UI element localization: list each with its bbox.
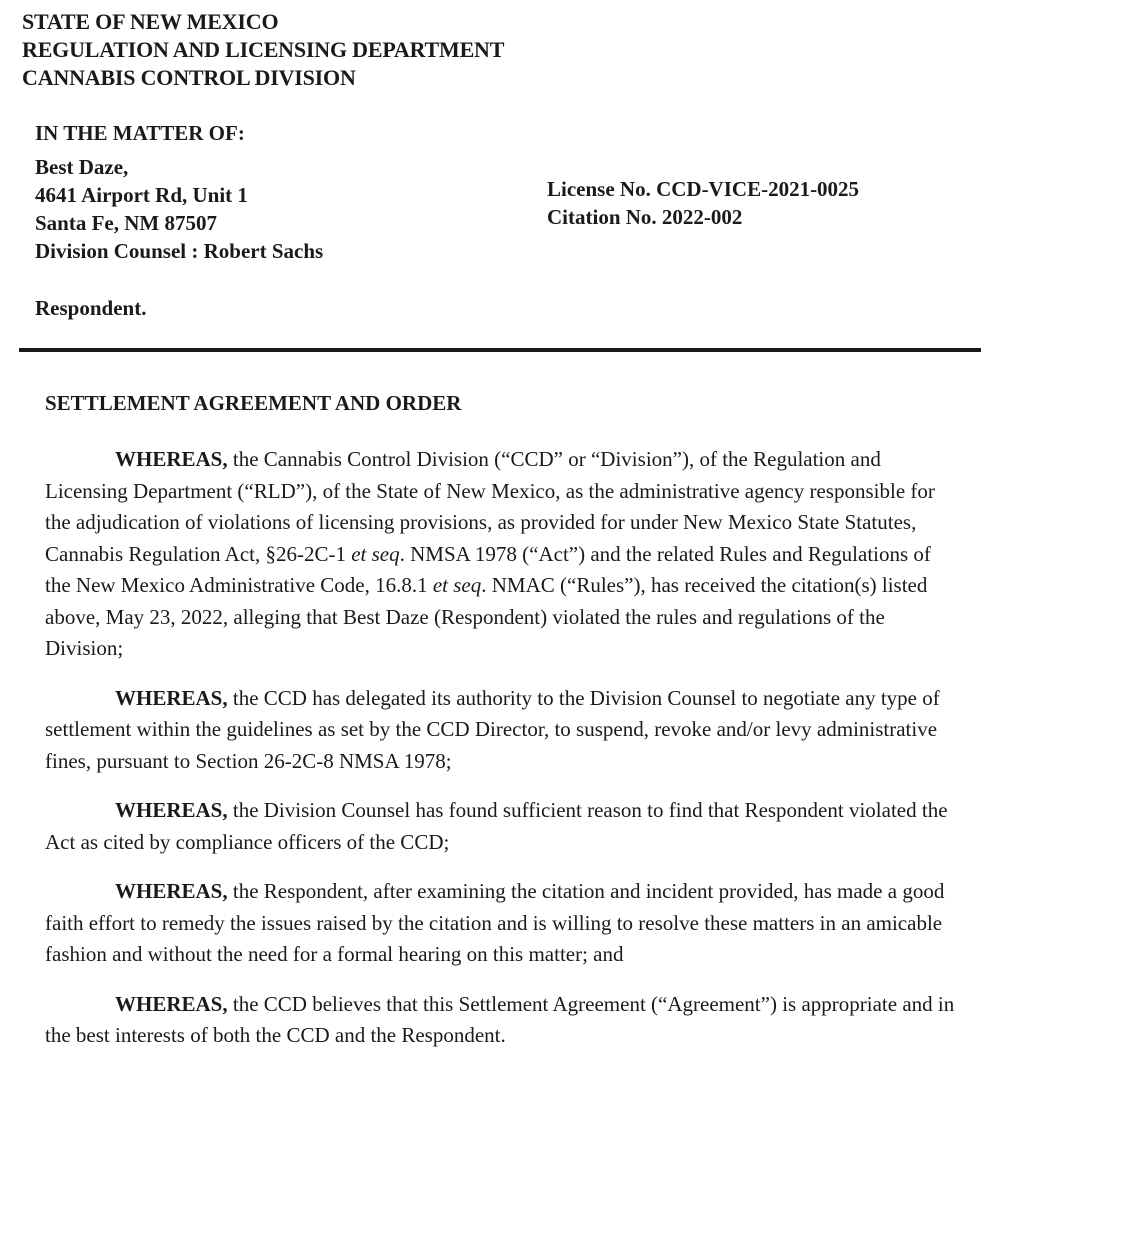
document-body: [45, 444, 960, 1070]
whereas-lead: WHEREAS,: [115, 447, 228, 471]
respondent-address-line2: Santa Fe, NM 87507: [35, 211, 217, 235]
header-department: REGULATION AND LICENSING DEPARTMENT: [22, 37, 505, 62]
citation-number: Citation No. 2022-002: [547, 205, 743, 229]
agency-header: [22, 8, 504, 92]
paragraph-text: the Division Counsel has found sufficient reason to find that Respondent violated the Act as cited by compliance officers of the CCD;: [45, 798, 948, 854]
header-division: CANNABIS CONTROL DIVISION: [22, 65, 356, 90]
header-state: STATE OF NEW MEXICO: [22, 9, 279, 34]
paragraph-text: the Cannabis Control Division (“CCD” or “Division”), of the Regulation and Licensing Department (“RLD”), of the State of New Mexico, as the administrative agency responsible for the adjudication of violations of licensing provisions, as provided for under New Mexico State Statutes, Cannabis Regulation Act, §26-2C-1: [45, 447, 935, 566]
whereas-lead: WHEREAS,: [115, 685, 228, 710]
matter-label: IN THE MATTER OF:: [35, 121, 245, 145]
paragraph-text: . NMSA 1978 (“Act”) and the related Rules and Regulations of the New Mexico Administrative Code, 16.8.1: [45, 541, 931, 597]
whereas-lead: WHEREAS,: [115, 879, 228, 903]
respondent-block: [35, 153, 323, 265]
license-number: License No. CCD-VICE-2021-0025: [547, 177, 860, 201]
respondent-address-line1: 4641 Airport Rd, Unit 1: [35, 183, 248, 207]
whereas-paragraph: [45, 989, 960, 1052]
whereas-lead: WHEREAS,: [115, 991, 228, 1016]
document-title: SETTLEMENT AGREEMENT AND ORDER: [45, 391, 462, 415]
caption-divider: [19, 348, 981, 352]
paragraph-text: the CCD believes that this Settlement Agreement (“Agreement”) is appropriate and in the best interests of both the CCD and the Respondent.: [45, 991, 955, 1047]
division-counsel: Division Counsel : Robert Sachs: [35, 239, 324, 263]
paragraph-italic: et seq: [351, 541, 400, 566]
whereas-lead: WHEREAS,: [115, 798, 228, 822]
whereas-paragraph: [45, 683, 960, 778]
respondent-label: Respondent.: [35, 296, 147, 320]
case-numbers: [547, 175, 859, 231]
whereas-paragraph: [45, 795, 960, 858]
whereas-paragraph: [45, 444, 960, 665]
whereas-paragraph: [45, 876, 960, 971]
paragraph-text: . NMAC (“Rules”), has received the citation(s) listed above, May 23, 2022, alleging that Best Daze (Respondent) violated the rules and regulations of the Division;: [45, 573, 928, 660]
respondent-name: Best Daze,: [35, 155, 129, 179]
paragraph-text: the Respondent, after examining the citation and incident provided, has made a good faith effort to remedy the issues raised by the citation and is willing to resolve these matters in an amicable fashion and without the need for a formal hearing on this matter; and: [45, 879, 945, 966]
paragraph-text: the CCD has delegated its authority to the Division Counsel to negotiate any type of settlement within the guidelines as set by the CCD Director, to suspend, revoke and/or levy administrative fines, pursuant to Section 26-2C-8 NMSA 1978;: [45, 685, 940, 773]
paragraph-italic: et seq: [432, 573, 482, 597]
